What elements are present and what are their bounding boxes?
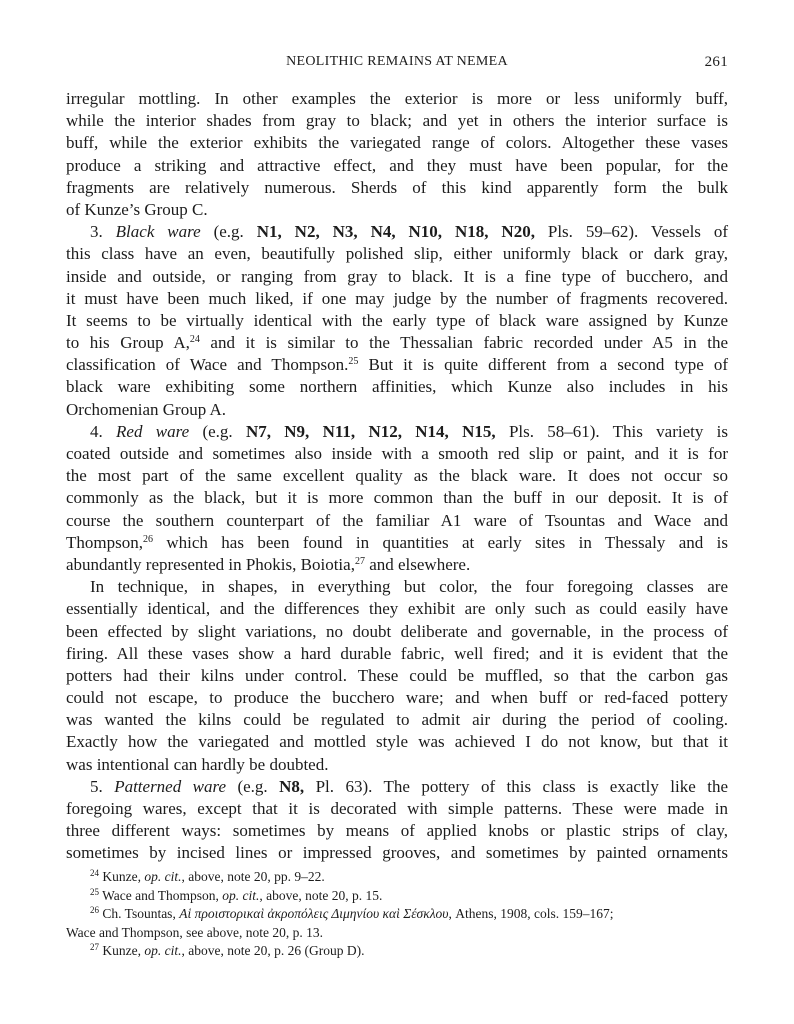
black-ware-label: Black ware [115, 222, 201, 242]
text-line: abundantly represented in Phokis, Boiotia,$^{27}$ and elsewhere. [66, 554, 471, 574]
text-line: produce a striking and attractive effect, and they must have been popular, for the [66, 155, 728, 175]
text-line: foregoing wares, except that it is decorated with simple patterns. These were made in [66, 799, 728, 818]
text-line: of Kunze’s Group C. [66, 199, 208, 219]
footnote-ref-24: 24 [189, 334, 200, 346]
text-line: it must have been much liked, if one may judge by the number of fragments recovered. [66, 288, 728, 308]
red-ware-heading-line: 4. Red ware (e.g. N7, N9, N11, N12, N14, N15, Pls. 58–61). This variety is [90, 421, 729, 441]
text-line: could not escape, to produce the bucchero ware; and when buff or red-faced pottery [66, 688, 728, 708]
patterned-ware-heading-line: 5. Patterned ware (e.g. N8, Pl. 63). The pottery of this class is exactly like the [90, 776, 729, 796]
red-ware-refs: N7, N9, N11, N12, N14, N15, [245, 421, 496, 441]
text-line: to his Group A,$^{24}$ and it is similar to the Thessalian fabric recorded under A5 in the [66, 333, 728, 353]
text-line: In technique, in shapes, in everything but color, the four foregoing classes are [90, 577, 728, 597]
footnote-ref-25: 25 [348, 356, 359, 368]
text-line: course the southern counterpart of the familiar A1 ware of Tsountas and Wace and [66, 510, 728, 530]
footnote-27: $^{27}$ Kunze, op. cit., above, note 20, p. 26 (Group D). [90, 942, 365, 958]
footnotes [66, 868, 728, 961]
running-head [66, 54, 728, 78]
text-line: firing. All these vases show a hard durable fabric, well fired; and it is evident that the [66, 643, 728, 663]
patterned-ware-refs: N8, [279, 776, 305, 796]
text-line: essentially identical, and the differences they exhibit are only such as could easily have [66, 599, 728, 619]
page-number: 261 [704, 54, 728, 70]
text-line: Exactly how the variegated and mottled style was achieved I do not know, but that it [66, 732, 728, 752]
footnote-25: $^{25}$ Wace and Thompson, op. cit., above, note 20, p. 15. [90, 886, 383, 903]
text-line: It seems to be virtually identical with the early type of black ware assigned by Kunze [66, 310, 728, 330]
text-line: Thompson,$^{26}$ which has been found in quantities at early sites in Thessaly and is [66, 532, 728, 552]
black-ware-refs: N1, N2, N3, N4, N10, N18, N20, [256, 222, 535, 242]
text-line: fragments are relatively numerous. Sherds of this kind apparently form the bulk [66, 177, 728, 197]
black-ware-heading-line: 3. Black ware (e.g. N1, N2, N3, N4, N10, N18, N20, Pls. 59–62). Vessels of [90, 222, 728, 242]
text-line: the most part of the same excellent quality as the black ware. It does not occur so [66, 466, 728, 486]
body-text [66, 88, 728, 865]
footnote-24: $^{24}$ Kunze, op. cit., above, note 20, pp. 9–22. [90, 868, 325, 884]
footnote-ref-27: 27 [354, 555, 365, 567]
text-line: was intentional can hardly be doubted. [66, 754, 329, 774]
text-line: sometimes by incised lines or impressed grooves, and sometimes by painted ornaments [66, 843, 728, 863]
text-line: Orchomenian Group A. [66, 399, 227, 419]
red-ware-label: Red ware [116, 421, 190, 441]
footnote-ref-26: 26 [142, 533, 153, 545]
patterned-ware-label: Patterned ware [114, 776, 227, 796]
text-line: three different ways: sometimes by means of applied knobs or plastic strips of clay, [66, 821, 728, 841]
text-line: commonly as the black, but it is more common than the buff in our deposit. It is of [66, 488, 728, 508]
greek-title: Αἱ προιστορικαὶ ἀκροπόλεις Διμηνίου καὶ Σέσκλου [179, 906, 449, 921]
text-line: buff, while the exterior exhibits the variegated range of colors. Altogether these vases [66, 133, 728, 153]
text-line: coated outside and sometimes also inside with a smooth red slip or paint, and it is for [66, 444, 728, 463]
footnote-26: $^{26}$ Ch. Tsountas, Αἱ προιστορικαὶ ἀκροπόλεις Διμηνίου καὶ Σέσκλου, Athens, 1908, cols. 159–167; [90, 905, 614, 921]
text-line: irregular mottling. In other examples the exterior is more or less uniformly buff, [66, 89, 728, 108]
text-line: black ware exhibiting some northern affinities, which Kunze also includes in his [66, 377, 728, 397]
text-line: classification of Wace and Thompson.$^{25}$ But it is quite different from a second type of [66, 355, 729, 375]
running-title: NEOLITHIC REMAINS AT NEMEA [286, 54, 508, 69]
text-line: while the interior shades from gray to black; and yet in others the interior surface is [66, 111, 728, 131]
text-line: inside and outside, or ranging from gray to black. It is a fine type of bucchero, and [66, 266, 728, 286]
text-line: this class have an even, beautifully polished slip, either uniformly black or dark gray, [66, 244, 728, 264]
text-line: potters had their kilns under control. These could be muffled, so that the carbon gas [66, 665, 728, 685]
footnote-26-continued: Wace and Thompson, see above, note 20, p. 13. [66, 924, 323, 940]
text-line: was wanted the kilns could be regulated to admit air during the period of cooling. [66, 710, 728, 730]
text-line: been effected by slight variations, no doubt deliberate and governable, in the process of [66, 621, 728, 641]
